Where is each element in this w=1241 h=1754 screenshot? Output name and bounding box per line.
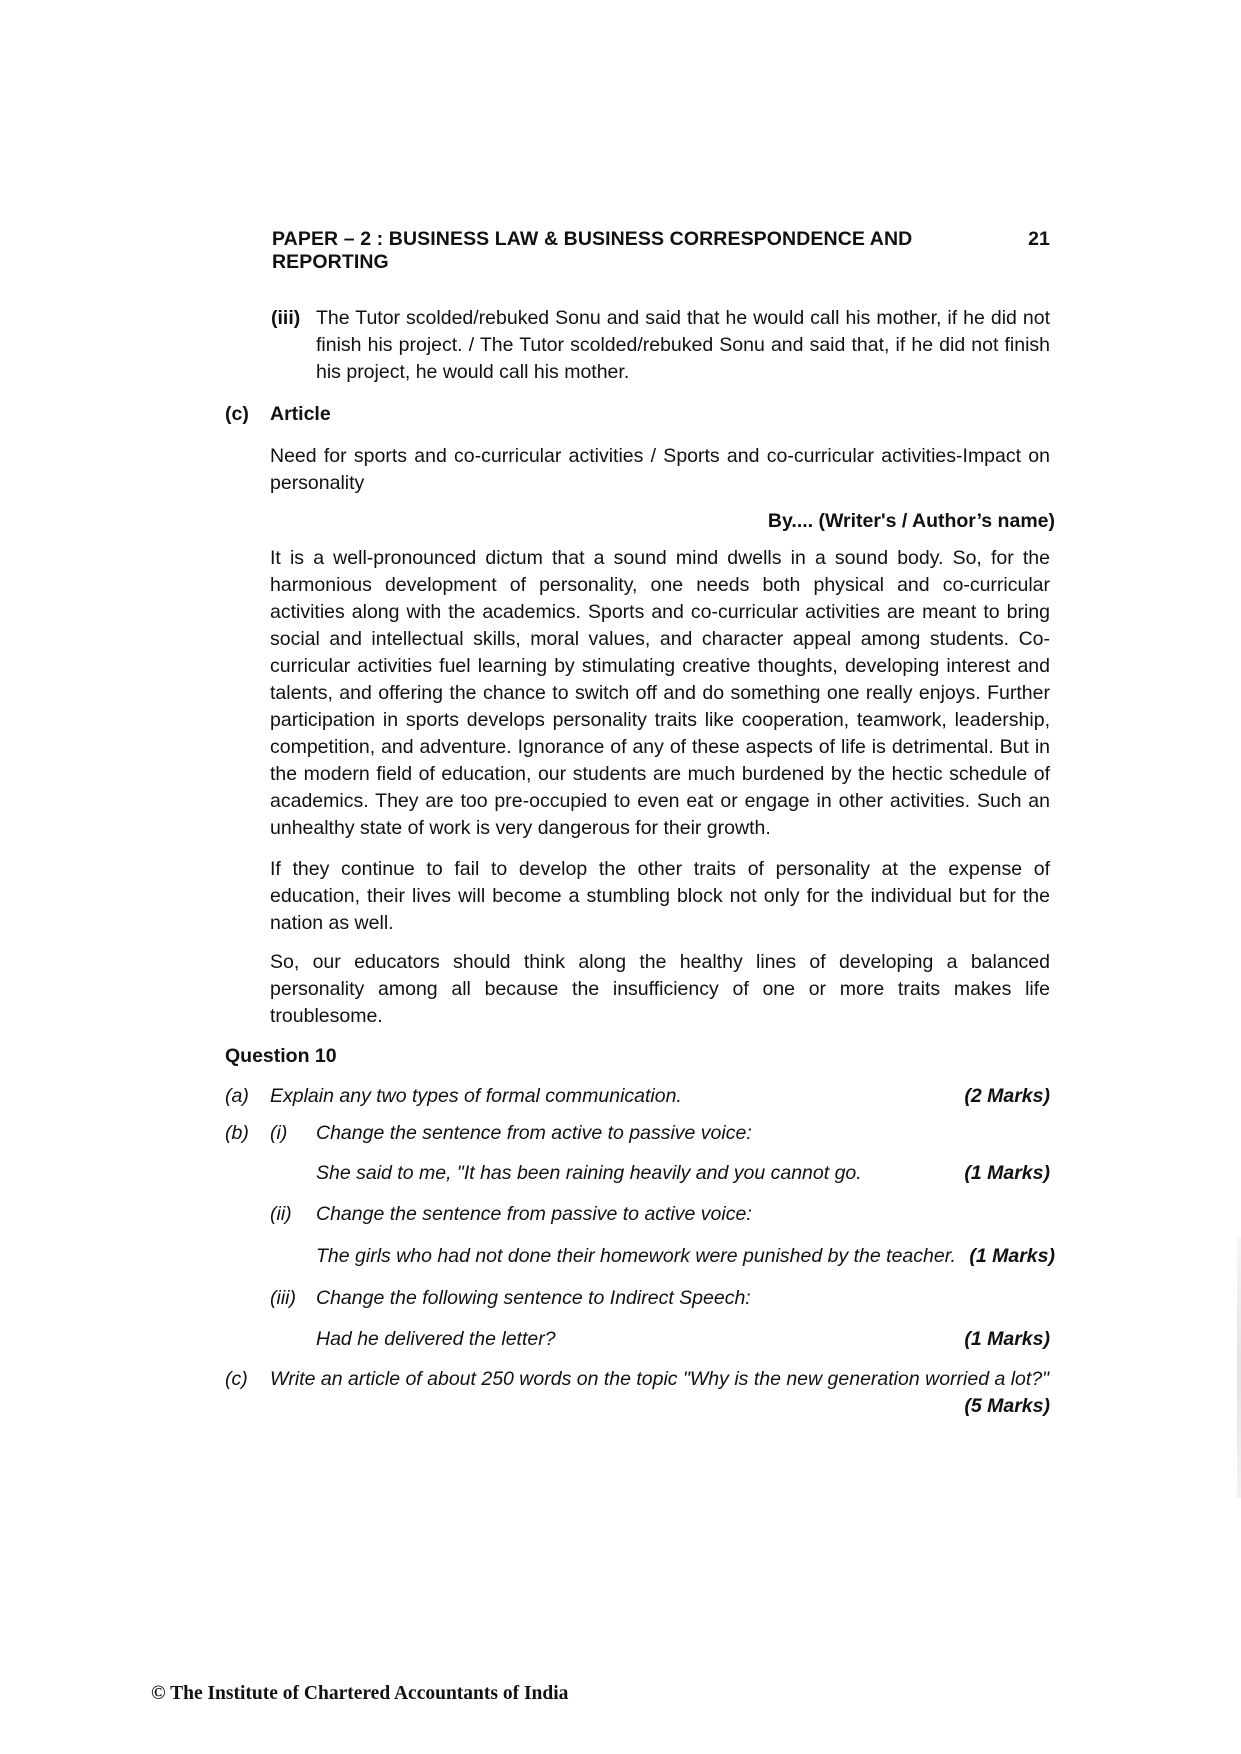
q10-a-text: Explain any two types of formal communication. xyxy=(270,1085,682,1107)
q10-b-i-label: (i) xyxy=(270,1122,288,1144)
page-number: 21 xyxy=(1028,228,1050,250)
footer-copyright: © The Institute of Chartered Accountants of India xyxy=(151,1683,569,1704)
question-heading: Question 10 xyxy=(225,1045,337,1067)
q10-b-iii-marks: (1 Marks) xyxy=(964,1328,1050,1350)
q10-c-label: (c) xyxy=(225,1368,248,1390)
q10-b-i-instruction: Change the sentence from active to passive voice: xyxy=(316,1122,752,1144)
q10-c-marks: (5 Marks) xyxy=(964,1395,1050,1417)
q10-b-i-sentence: She said to me, "It has been raining heavily and you cannot go. xyxy=(316,1162,862,1184)
article-byline: By.... (Writer's / Author’s name) xyxy=(767,510,1055,532)
q10-b-iii-sentence: Had he delivered the letter? xyxy=(316,1328,556,1350)
header-title: PAPER – 2 : BUSINESS LAW & BUSINESS CORRESPONDENCE AND REPORTING xyxy=(272,228,913,273)
q10-c-text: Write an article of about 250 words on the topic "Why is the new generation worried a lot?" xyxy=(270,1368,1050,1390)
q10-b-label: (b) xyxy=(225,1122,249,1144)
item-iii-text: The Tutor scolded/rebuked Sonu and said that he would call his mother, if he did not finish his project. / The Tutor scolded/rebuked Sonu and said that, if he did not finish his project, he would call his mother. xyxy=(316,307,1050,383)
q10-b-iii-instruction: Change the following sentence to Indirect Speech: xyxy=(316,1287,751,1309)
q10-b-ii-label: (ii) xyxy=(270,1203,292,1225)
q10-b-ii-instruction: Change the sentence from passive to active voice: xyxy=(316,1203,752,1225)
scan-edge-shadow xyxy=(1237,1238,1241,1498)
page-header xyxy=(272,228,1050,274)
article-paragraph-2: If they continue to fail to develop the other traits of personality at the expense of education, their lives will become a stumbling block not only for the individual but for the nation as well. xyxy=(270,858,1050,934)
section-c-label: (c) xyxy=(225,403,249,425)
article-paragraph-3: So, our educators should think along the healthy lines of developing a balanced personality among all because the insufficiency of one or more traits makes life troublesome. xyxy=(270,951,1050,1027)
item-iii-label: (iii) xyxy=(271,307,301,329)
q10-b-ii-marks: (1 Marks) xyxy=(969,1245,1055,1267)
article-paragraph-1: It is a well-pronounced dictum that a sound mind dwells in a sound body. So, for the harmonious development of personality, one needs both physical and co-curricular activities along with the academics. Sports and co-curricular activities are meant to bring social and intellectual skills, moral values, and character appeal among students. Co-curricular activities fuel learning by stimulating creative thoughts, developing interest and talents, and offering the chance to switch off and do something one really enjoys. Further participation in sports develops personality traits like cooperation, teamwork, leadership, competition, and adventure. Ignorance of any of these aspects of life is detrimental. But in the modern field of education, our students are much burdened by the hectic schedule of academics. They are too pre-occupied to even eat or engage in other activities. Such an unhealthy state of work is very dangerous for their growth. xyxy=(270,547,1050,839)
q10-b-iii-label: (iii) xyxy=(270,1287,296,1309)
q10-a-label: (a) xyxy=(225,1085,249,1107)
section-c-heading: Article xyxy=(270,403,331,425)
q10-a-marks: (2 Marks) xyxy=(964,1085,1050,1107)
article-topic: Need for sports and co-curricular activities / Sports and co-curricular activities-Impact on personality xyxy=(270,445,1050,494)
q10-b-i-marks: (1 Marks) xyxy=(964,1162,1050,1184)
q10-b-ii-sentence: The girls who had not done their homework were punished by the teacher. xyxy=(316,1245,956,1267)
